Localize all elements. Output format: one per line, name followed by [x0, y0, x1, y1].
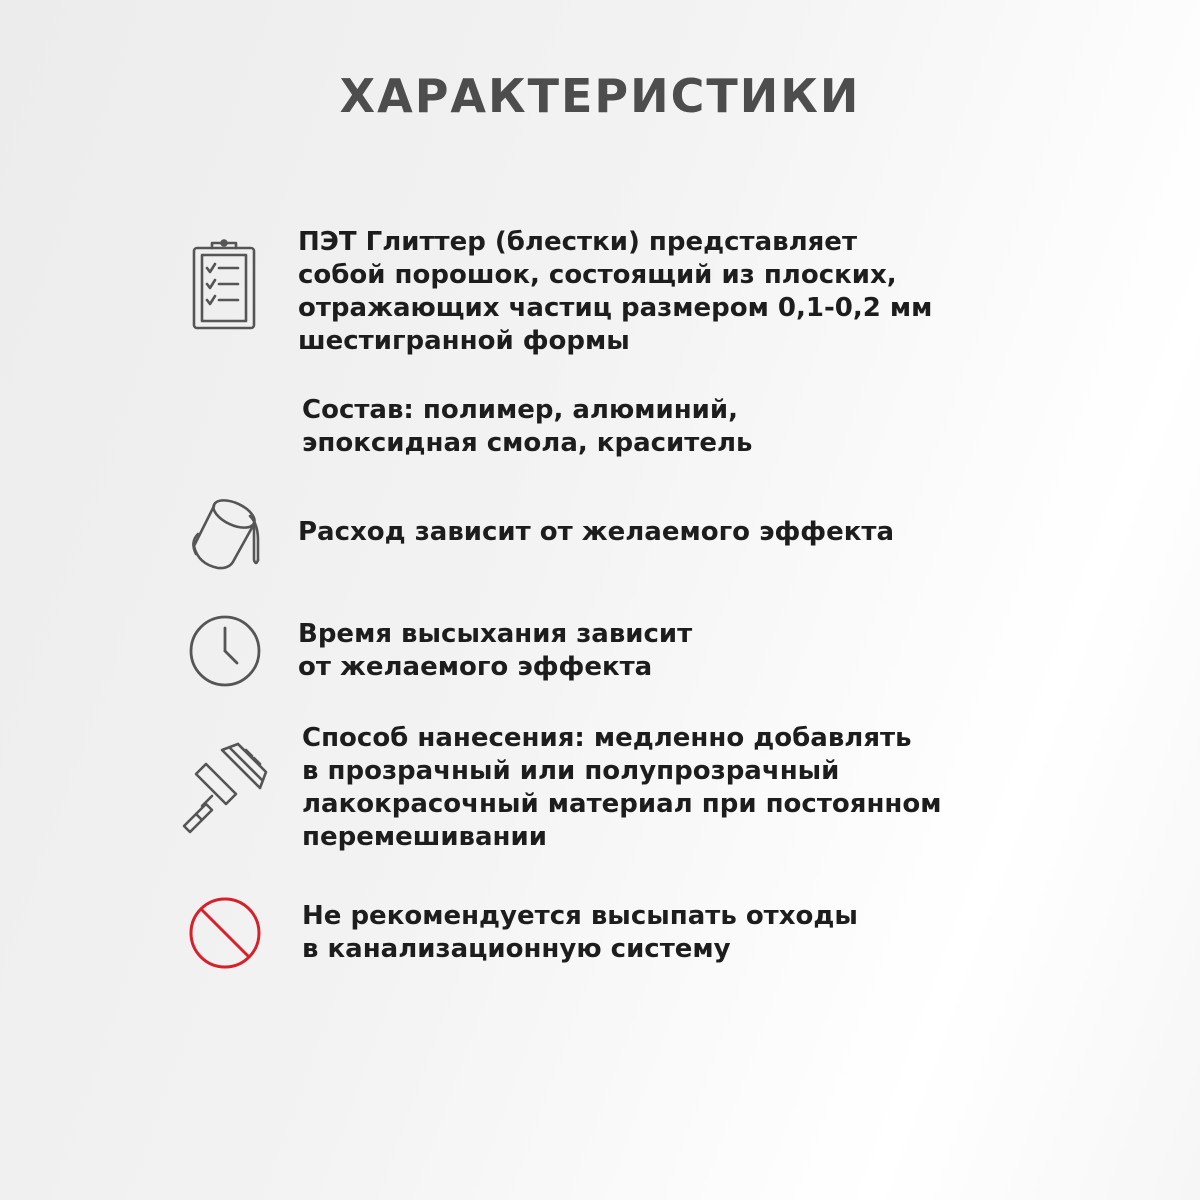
item-text-composition: Состав: полимер, алюминий, эпоксидная смола, краситель	[302, 395, 753, 458]
paint-roller-brush-icon	[178, 740, 270, 834]
item-text-consumption: Расход зависит от желаемого эффекта	[298, 517, 894, 547]
item-text-application: Способ нанесения: медленно добавлять в прозрачный или полупрозрачный лакокрасочный материал при постоянном перемешивании	[302, 723, 942, 852]
paint-can-pouring-icon	[184, 494, 268, 576]
clipboard-checklist-icon	[188, 238, 260, 332]
prohibited-sign-icon	[188, 896, 262, 970]
item-text-drying: Время высыхания зависит от желаемого эффекта	[298, 619, 693, 682]
item-text-description: ПЭТ Глиттер (блестки) представляет собой порошок, состоящий из плоских, отражающих частиц размером 0,1-0,2 мм шестигранной формы	[298, 227, 933, 356]
clock-icon	[188, 614, 262, 688]
page-title: ХАРАКТЕРИСТИКИ	[339, 69, 861, 123]
item-text-disposal: Не рекомендуется высыпать отходы в канализационную систему	[302, 901, 858, 964]
